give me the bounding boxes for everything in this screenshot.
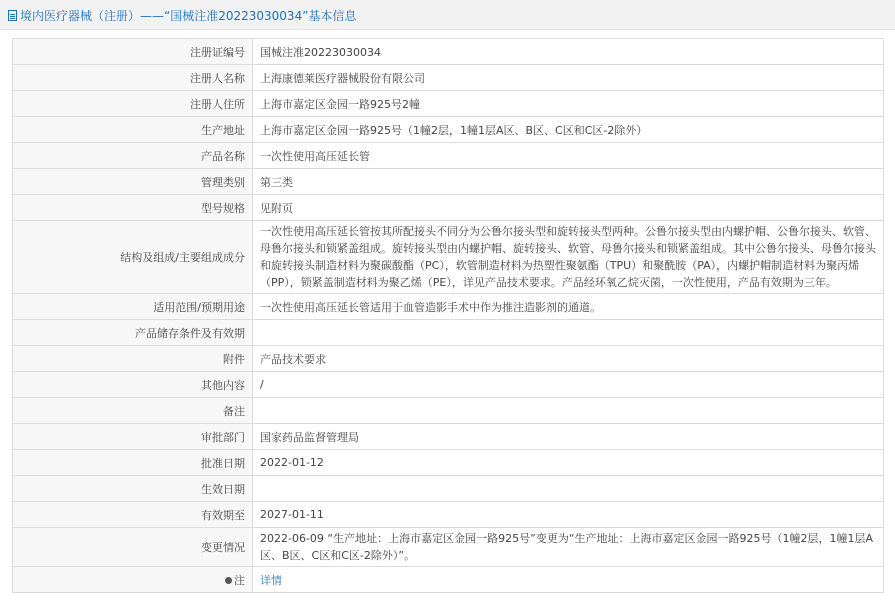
table-row bbox=[13, 476, 884, 502]
note-icon bbox=[225, 577, 232, 584]
row-label: 注册人住所 bbox=[13, 91, 253, 117]
row-value bbox=[253, 398, 884, 424]
row-label: 结构及组成/主要组成成分 bbox=[13, 221, 253, 294]
row-label: 型号规格 bbox=[13, 195, 253, 221]
row-label: 有效期至 bbox=[13, 502, 253, 528]
row-value: 一次性使用高压延长管按其所配接头不同分为公鲁尔接头型和旋转接头型两种。公鲁尔接头型由内螺护帽、公鲁尔接头、软管、母鲁尔接头和锁紧盖组成。旋转接头型由内螺护帽、旋转接头、软管、母鲁尔接头和锁紧盖组成。其中公鲁尔接头、母鲁尔接头和旋转接头制造材料为聚碳酸酯（PC），软管制造材料为热塑性聚氨酯（TPU）和聚酰胺（PA），内螺护帽制造材料为聚丙烯（PP），锁紧盖制造材料为聚乙烯（PE），详见产品技术要求。产品经环氧乙烷灭菌，一次性使用，产品有效期为三年。 bbox=[253, 221, 884, 294]
row-value: 2022-06-09 “生产地址：上海市嘉定区金园一路925号”变更为“生产地址：上海市嘉定区金园一路925号（1幢2层，1幢1层A区、B区、C区和C区-2除外）”。 bbox=[253, 528, 884, 567]
table-row bbox=[13, 450, 884, 476]
table-row bbox=[13, 221, 884, 294]
row-value: 上海康德莱医疗器械股份有限公司 bbox=[253, 65, 884, 91]
table-row bbox=[13, 567, 884, 593]
row-label: 生产地址 bbox=[13, 117, 253, 143]
row-label: 适用范围/预期用途 bbox=[13, 294, 253, 320]
details-link[interactable]: 详情 bbox=[260, 573, 282, 587]
row-label: 产品储存条件及有效期 bbox=[13, 320, 253, 346]
table-row bbox=[13, 91, 884, 117]
row-value: 国械注准20223030034 bbox=[253, 39, 884, 65]
row-value: 2027-01-11 bbox=[253, 502, 884, 528]
row-value: 第三类 bbox=[253, 169, 884, 195]
row-value: / bbox=[253, 372, 884, 398]
table-row bbox=[13, 528, 884, 567]
info-table bbox=[12, 38, 884, 593]
header-title-wrap bbox=[8, 7, 356, 24]
row-label: 批准日期 bbox=[13, 450, 253, 476]
row-label: 审批部门 bbox=[13, 424, 253, 450]
row-label: 注 bbox=[234, 573, 245, 587]
row-value: 国家药品监督管理局 bbox=[253, 424, 884, 450]
table-row bbox=[13, 320, 884, 346]
table-row bbox=[13, 372, 884, 398]
page-header bbox=[0, 0, 895, 30]
row-value bbox=[253, 476, 884, 502]
row-value: 一次性使用高压延长管适用于血管造影手术中作为推注造影剂的通道。 bbox=[253, 294, 884, 320]
row-label: 生效日期 bbox=[13, 476, 253, 502]
table-row bbox=[13, 65, 884, 91]
table-row bbox=[13, 346, 884, 372]
row-label: 管理类别 bbox=[13, 169, 253, 195]
table-row bbox=[13, 143, 884, 169]
table-row bbox=[13, 117, 884, 143]
row-value: 一次性使用高压延长管 bbox=[253, 143, 884, 169]
row-label: 注册证编号 bbox=[13, 39, 253, 65]
row-label: 注册人名称 bbox=[13, 65, 253, 91]
table-row bbox=[13, 39, 884, 65]
row-value bbox=[253, 320, 884, 346]
table-row bbox=[13, 195, 884, 221]
row-value: 2022-01-12 bbox=[253, 450, 884, 476]
row-label: 产品名称 bbox=[13, 143, 253, 169]
table-row bbox=[13, 294, 884, 320]
table-row bbox=[13, 502, 884, 528]
row-label: 其他内容 bbox=[13, 372, 253, 398]
row-label: 备注 bbox=[13, 398, 253, 424]
row-label: 变更情况 bbox=[13, 528, 253, 567]
table-row bbox=[13, 424, 884, 450]
row-value: 见附页 bbox=[253, 195, 884, 221]
table-row bbox=[13, 169, 884, 195]
document-icon bbox=[8, 10, 17, 21]
row-label: 附件 bbox=[13, 346, 253, 372]
page-title: 境内医疗器械（注册）——“国械注准20223030034”基本信息 bbox=[20, 9, 357, 23]
row-value: 上海市嘉定区金园一路925号（1幢2层，1幢1层A区、B区、C区和C区-2除外） bbox=[253, 117, 884, 143]
info-table-wrap bbox=[12, 38, 884, 593]
table-row bbox=[13, 398, 884, 424]
row-value: 产品技术要求 bbox=[253, 346, 884, 372]
note-label-cell bbox=[13, 567, 253, 593]
row-value: 上海市嘉定区金园一路925号2幢 bbox=[253, 91, 884, 117]
details-cell bbox=[253, 567, 884, 593]
